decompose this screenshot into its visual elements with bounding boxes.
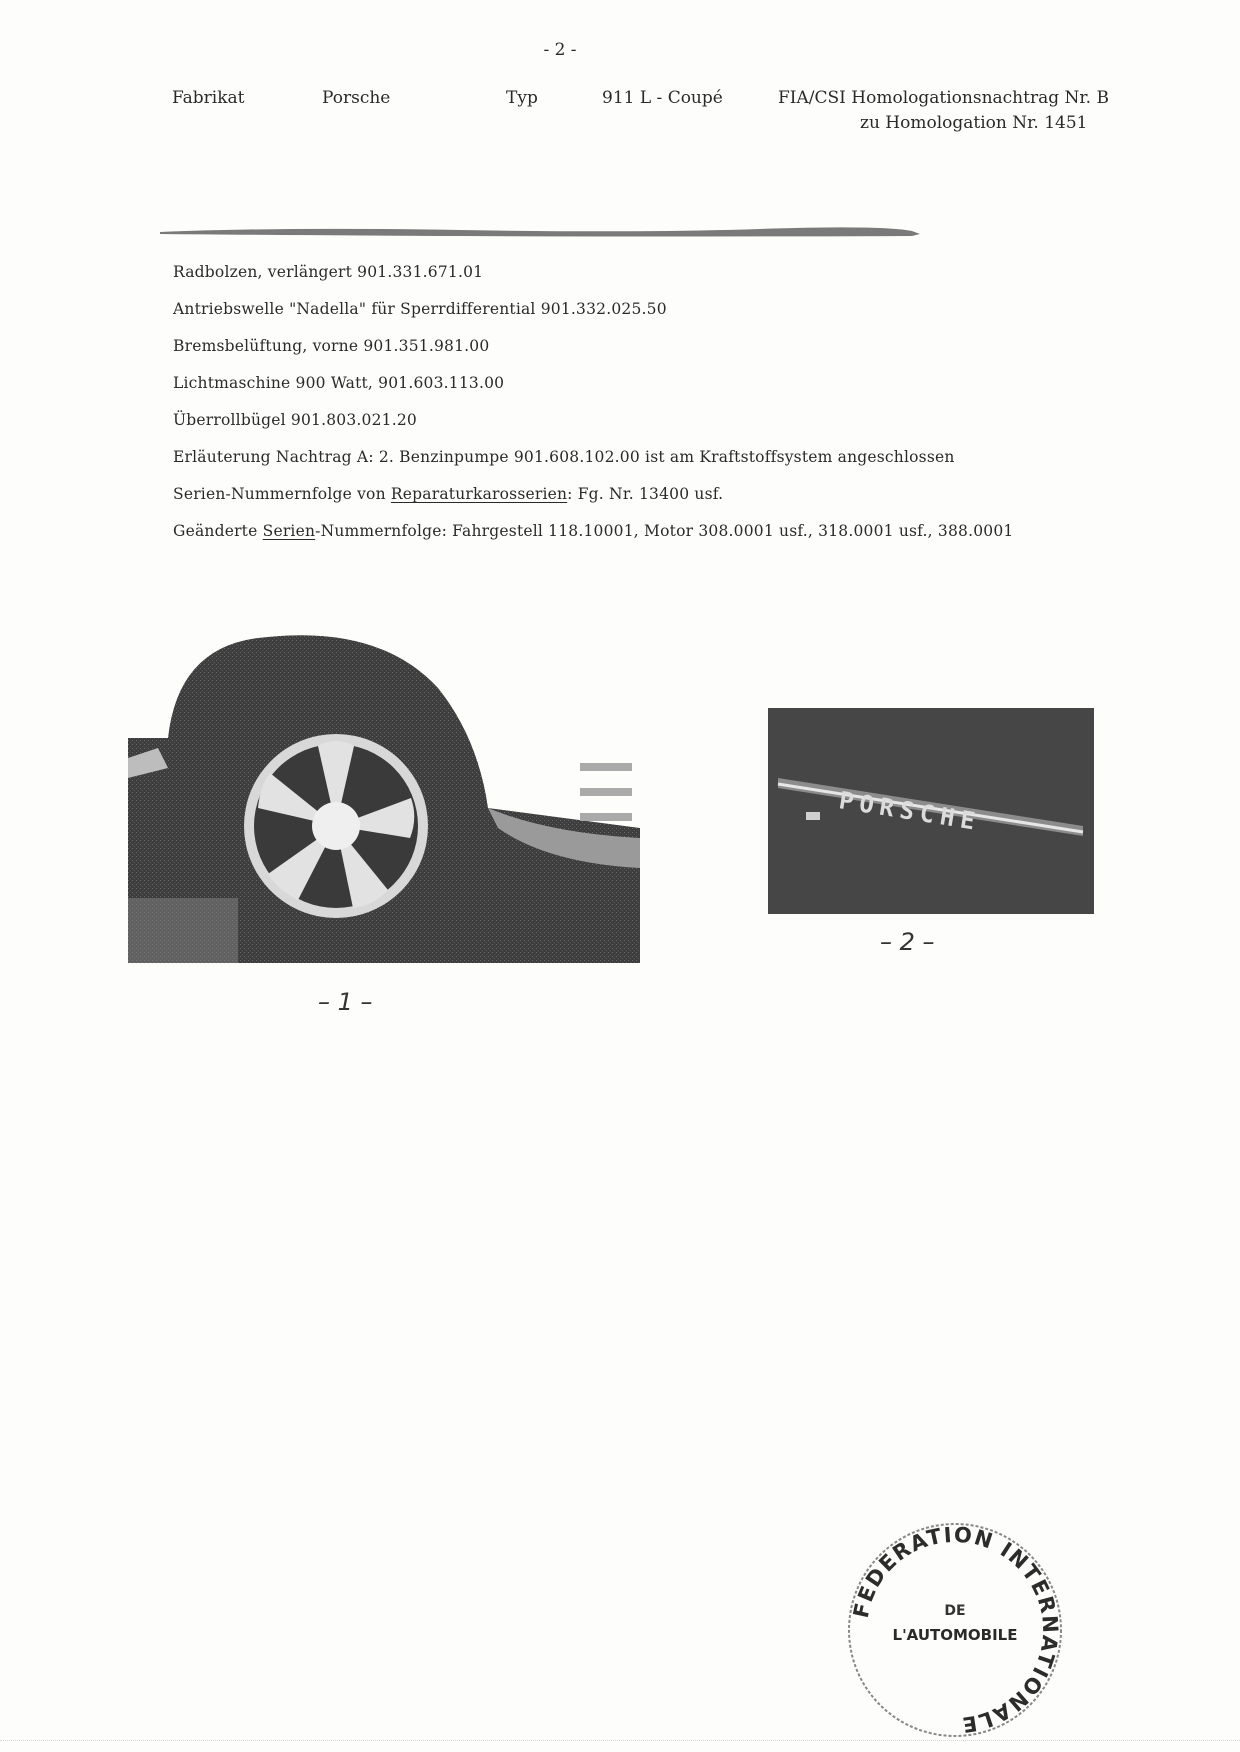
geaendert-suffix: -Nummernfolge: Fahrgestell 118.10001, Motor 308.0001 usf., 318.0001 usf., 388.0001 bbox=[315, 522, 1014, 540]
porsche-script-text: PORSCHE bbox=[837, 786, 983, 837]
list-item bbox=[173, 484, 1014, 521]
header-homologation-line1: FIA/CSI Homologationsnachtrag Nr. B bbox=[778, 88, 1109, 108]
list-item: Antriebswelle "Nadella" für Sperrdifferential 901.332.025.50 bbox=[173, 300, 667, 318]
serien-suffix: : Fg. Nr. 13400 usf. bbox=[567, 485, 724, 503]
header-fabrikat-value: Porsche bbox=[322, 88, 391, 108]
struck-through-line bbox=[160, 225, 920, 237]
list-item: Lichtmaschine 900 Watt, 901.603.113.00 bbox=[173, 374, 505, 392]
porsche-script-photo bbox=[768, 708, 1094, 914]
wheel-photo bbox=[128, 628, 640, 963]
stamp-center-text: L'AUTOMOBILE bbox=[892, 1626, 1018, 1644]
fia-stamp bbox=[840, 1515, 1070, 1745]
parts-list bbox=[173, 262, 1014, 558]
list-item: Radbolzen, verlängert 901.331.671.01 bbox=[173, 263, 484, 281]
serien-underlined: Reparaturkarosserien bbox=[390, 485, 568, 503]
list-item: Erläuterung Nachtrag A: 2. Benzinpumpe 901.608.102.00 ist am Kraftstoffsystem angeschlossen bbox=[173, 448, 955, 466]
caption-photo-2: – 2 – bbox=[880, 928, 935, 956]
header-fabrikat-label: Fabrikat bbox=[172, 88, 245, 108]
list-item bbox=[173, 521, 1014, 558]
list-item: Bremsbelüftung, vorne 901.351.981.00 bbox=[173, 337, 490, 355]
header-typ-value: 911 L - Coupé bbox=[602, 88, 723, 108]
geaendert-underlined: Serien bbox=[262, 522, 316, 540]
stamp-center-top: DE bbox=[944, 1603, 966, 1619]
scan-edge-line bbox=[0, 1740, 1240, 1743]
page-number: - 2 - bbox=[543, 40, 577, 60]
stamp-ring-text: FEDERATION INTERNATIONALE bbox=[848, 1522, 1063, 1737]
list-item: Überrollbügel 901.803.021.20 bbox=[173, 411, 417, 429]
serien-prefix: Serien-Nummernfolge von bbox=[173, 485, 391, 503]
caption-photo-1: – 1 – bbox=[318, 988, 373, 1016]
header-homologation-line2: zu Homologation Nr. 1451 bbox=[860, 113, 1088, 133]
geaendert-prefix: Geänderte bbox=[173, 522, 263, 540]
header-typ-label: Typ bbox=[506, 88, 538, 108]
